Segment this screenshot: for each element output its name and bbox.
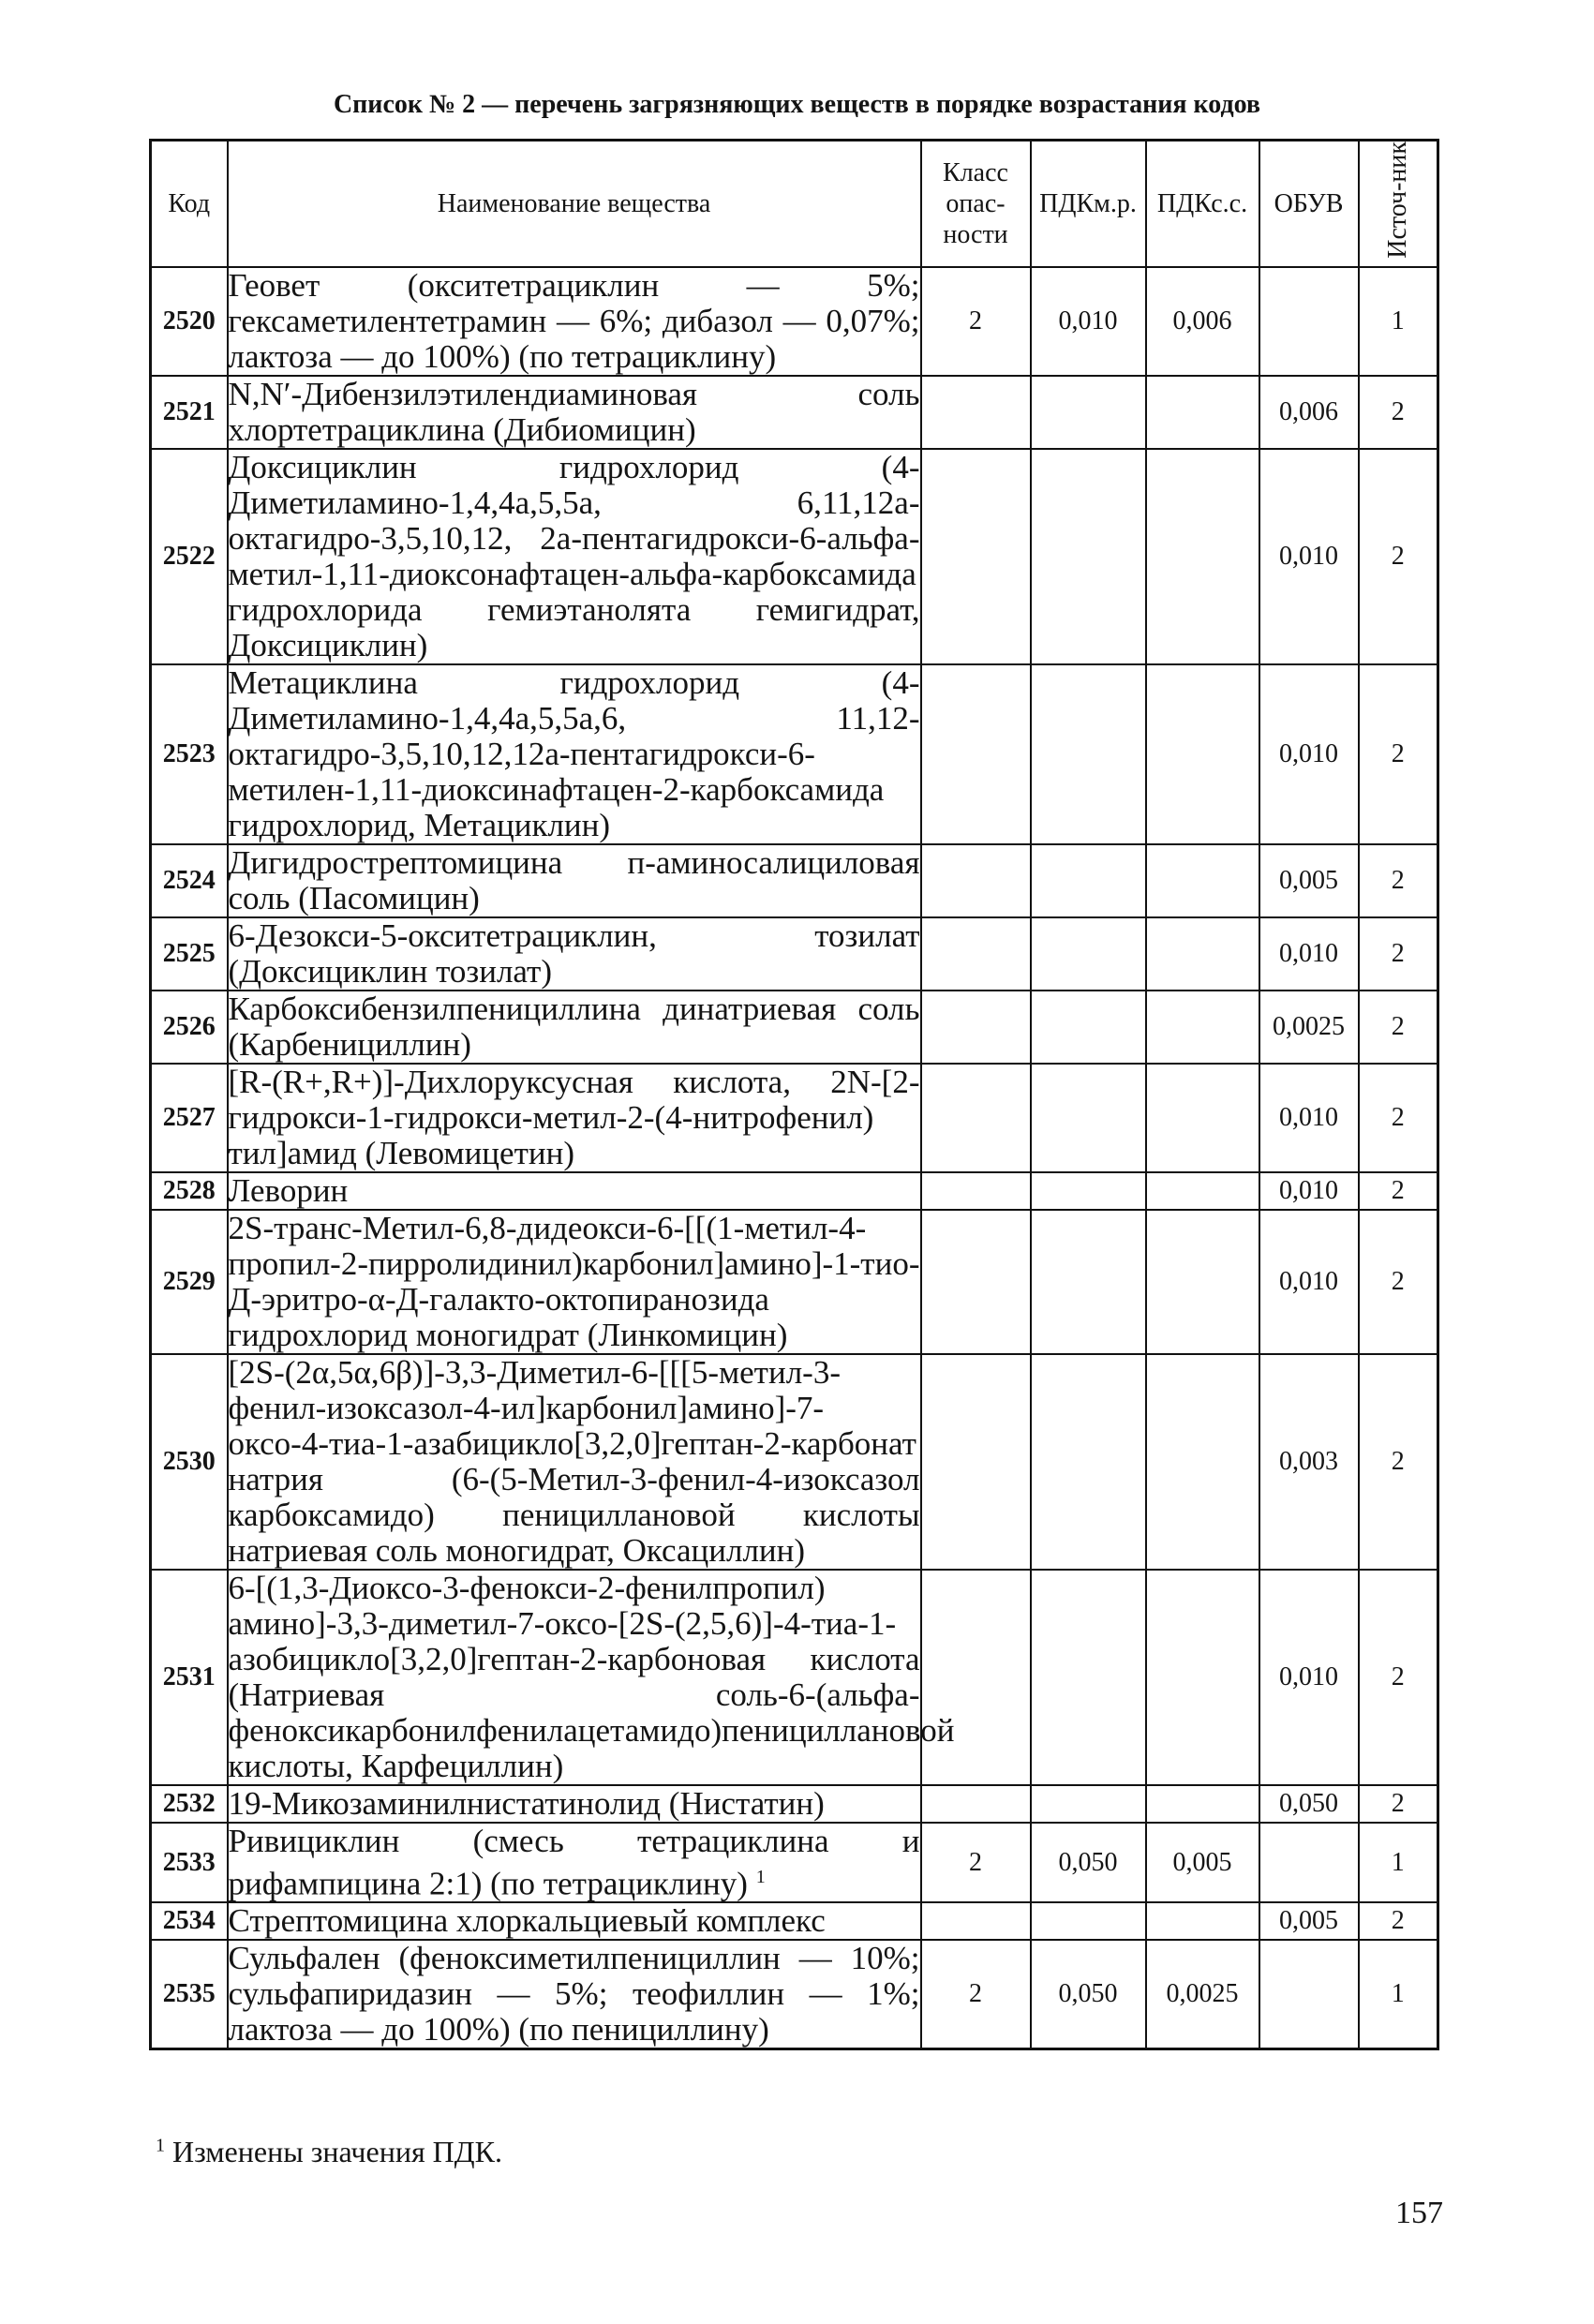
obuv-cell	[1259, 1823, 1359, 1903]
pdk-ss-cell-text: 0,005	[1172, 1847, 1232, 1877]
class-cell	[921, 1354, 1031, 1570]
obuv-cell	[1259, 1570, 1359, 1785]
pdk-ss-cell	[1146, 844, 1259, 917]
code-cell-text: 2531	[162, 1661, 216, 1691]
table-row	[151, 991, 1438, 1064]
pdk-mr-cell	[1031, 1210, 1146, 1354]
obuv-cell-text: 0,010	[1279, 1175, 1338, 1205]
name-cell-text: Сульфален (феноксиметилпенициллин — 10%; сульфапиридазин — 5%; теофиллин — 1%; лактоза — до 100%) (по пенициллину)	[228, 1940, 920, 2048]
code-cell	[151, 1064, 228, 1172]
class-cell	[921, 1823, 1031, 1903]
obuv-cell	[1259, 1354, 1359, 1570]
pdk-ss-cell	[1146, 449, 1259, 664]
class-cell-text: 2	[969, 1847, 982, 1877]
obuv-cell-text: 0,005	[1279, 865, 1338, 895]
obuv-cell-text: 0,010	[1279, 738, 1338, 768]
source-cell-text: 2	[1391, 1906, 1405, 1936]
table-row	[151, 1354, 1438, 1570]
pdk-mr-cell	[1031, 1172, 1146, 1210]
name-cell	[228, 917, 921, 991]
footnote-reference: 1	[755, 1866, 766, 1887]
name-cell-text: 2S-транс-Метил-6,8-дидеокси-6-[[(1-метил-4-пропил-2-пирролидинил)карбонил]амино]-1-тио-Д-эритро-α-Д-галакто-октопиранозида гидрохлорид моногидрат (Линкомицин)	[228, 1209, 920, 1353]
class-cell-text: 2	[969, 1979, 982, 2009]
obuv-cell	[1259, 991, 1359, 1064]
table-row	[151, 1902, 1438, 1940]
code-cell-text: 2520	[162, 305, 216, 335]
class-cell	[921, 449, 1031, 664]
table-row	[151, 1210, 1438, 1354]
source-cell-text: 2	[1391, 396, 1405, 426]
pdk-mr-cell	[1031, 1902, 1146, 1940]
table-row	[151, 449, 1438, 664]
source-cell-text: 2	[1391, 1446, 1405, 1476]
source-cell	[1359, 1064, 1438, 1172]
header-source-text: Источ-ник	[1383, 142, 1413, 259]
pdk-mr-cell	[1031, 1940, 1146, 2049]
obuv-cell	[1259, 1940, 1359, 2049]
source-cell	[1359, 1902, 1438, 1940]
pdk-mr-cell	[1031, 1785, 1146, 1823]
code-cell-text: 2523	[162, 738, 216, 768]
source-cell	[1359, 991, 1438, 1064]
obuv-cell	[1259, 844, 1359, 917]
source-cell	[1359, 1940, 1438, 2049]
name-cell	[228, 1210, 921, 1354]
pdk-mr-cell	[1031, 376, 1146, 449]
class-cell	[921, 376, 1031, 449]
pdk-mr-cell-text: 0,050	[1058, 1979, 1118, 2009]
class-cell	[921, 1172, 1031, 1210]
name-cell-text: 6-Дезокси-5-окситетрациклин, тозилат (Доксициклин тозилат)	[228, 916, 920, 990]
code-cell	[151, 1210, 228, 1354]
pdk-ss-cell	[1146, 1902, 1259, 1940]
obuv-cell-text: 0,006	[1279, 396, 1338, 426]
pdk-ss-cell	[1146, 664, 1259, 844]
source-cell	[1359, 844, 1438, 917]
pdk-ss-cell	[1146, 1940, 1259, 2049]
obuv-cell	[1259, 1064, 1359, 1172]
pdk-mr-cell	[1031, 844, 1146, 917]
code-cell	[151, 1354, 228, 1570]
name-cell-text: Метациклина гидрохлорид (4-Диметиламино-1,4,4а,5,5а,6, 11,12-октагидро-3,5,10,12,12а-пентагидрокси-6-метилен-1,11-диоксинафтацен-2-карбоксамида гидрохлорид, Метациклин)	[228, 663, 920, 843]
source-cell-text: 2	[1391, 1266, 1405, 1296]
source-cell	[1359, 376, 1438, 449]
obuv-cell	[1259, 917, 1359, 991]
class-cell	[921, 664, 1031, 844]
name-cell-text: 6-[(1,3-Диоксо-3-фенокси-2-фенилпропил) амино]-3,3-диметил-7-оксо-[2S-(2,5,6)]-4-тиа-1-азобицикло[3,2,0]гептан-2-карбоновая кислота (Натриевая соль-6-(альфа-феноксикарбонилфенилацетамидо)пенициллановой кислоты, Карфециллин)	[228, 1569, 955, 1784]
source-cell-text: 2	[1391, 938, 1405, 968]
code-cell-text: 2525	[162, 938, 216, 968]
table-row	[151, 1172, 1438, 1210]
header-code: Код	[151, 141, 228, 267]
code-cell	[151, 1940, 228, 2049]
source-cell-text: 2	[1391, 541, 1405, 571]
code-cell	[151, 449, 228, 664]
obuv-cell-text: 0,0025	[1273, 1011, 1345, 1041]
obuv-cell-text: 0,010	[1279, 1661, 1338, 1691]
name-cell	[228, 1354, 921, 1570]
footnote-mark: 1	[156, 2135, 165, 2156]
source-cell-text: 2	[1391, 1102, 1405, 1132]
name-cell	[228, 844, 921, 917]
pdk-mr-cell	[1031, 664, 1146, 844]
footnote	[156, 2135, 502, 2169]
pdk-mr-cell-text: 0,010	[1058, 305, 1118, 335]
pdk-ss-cell	[1146, 1570, 1259, 1785]
code-cell	[151, 1570, 228, 1785]
source-cell-text: 2	[1391, 1661, 1405, 1691]
code-cell	[151, 1172, 228, 1210]
class-cell	[921, 1064, 1031, 1172]
pdk-ss-cell-text: 0,006	[1172, 305, 1232, 335]
name-cell-text: Дигидрострептомицина п-аминосалициловая соль (Пасомицин)	[228, 843, 920, 916]
name-cell-text: Геовет (окситетрациклин — 5%; гексаметилентетрамин — 6%; дибазол — 0,07%; лактоза — до 100%) (по тетрациклину)	[228, 266, 920, 375]
code-cell-text: 2526	[162, 1011, 216, 1041]
code-cell-text: 2521	[162, 396, 216, 426]
source-cell	[1359, 267, 1438, 376]
obuv-cell	[1259, 664, 1359, 844]
name-cell	[228, 1064, 921, 1172]
code-cell	[151, 376, 228, 449]
source-cell	[1359, 1785, 1438, 1823]
name-cell-text: [2S-(2α,5α,6β)]-3,3-Диметил-6-[[[5-метил-3-фенил-изоксазол-4-ил]карбонил]амино]-7-оксо-4-тиа-1-азабицикло[3,2,0]гептан-2-карбонат натрия (6-(5-Метил-3-фенил-4-изоксазол карбоксамидо) пенициллановой кислоты натриевая соль моногидрат, Оксациллин)	[228, 1353, 920, 1569]
pdk-ss-cell-text: 0,0025	[1166, 1979, 1239, 2009]
pdk-ss-cell	[1146, 1172, 1259, 1210]
source-cell-text: 2	[1391, 1788, 1405, 1818]
code-cell-text: 2529	[162, 1266, 216, 1296]
class-cell	[921, 1940, 1031, 2049]
pdk-ss-cell	[1146, 1354, 1259, 1570]
source-cell	[1359, 1210, 1438, 1354]
source-cell-text: 2	[1391, 865, 1405, 895]
source-cell	[1359, 917, 1438, 991]
header-source	[1359, 141, 1438, 267]
name-cell	[228, 1823, 921, 1903]
name-cell-text: Ривициклин (смесь тетрациклина и рифампицина 2:1) (по тетрациклину)	[228, 1822, 920, 1902]
code-cell	[151, 991, 228, 1064]
obuv-cell-text: 0,010	[1279, 938, 1338, 968]
code-cell	[151, 1823, 228, 1903]
code-cell	[151, 1902, 228, 1940]
name-cell-text: [R-(R+,R+)]-Дихлоруксусная кислота, 2N-[2-гидрокси-1-гидрокси-метил-2-(4-нитрофенил) тил]амид (Левомицетин)	[228, 1063, 920, 1171]
name-cell	[228, 376, 921, 449]
name-cell	[228, 1940, 921, 2049]
source-cell-text: 2	[1391, 1175, 1405, 1205]
pdk-ss-cell	[1146, 1823, 1259, 1903]
obuv-cell-text: 0,050	[1279, 1788, 1338, 1818]
pdk-ss-cell	[1146, 1210, 1259, 1354]
code-cell	[151, 917, 228, 991]
code-cell-text: 2534	[162, 1906, 216, 1936]
name-cell	[228, 449, 921, 664]
name-cell-text: 19-Микозаминилнистатинолид (Нистатин)	[228, 1784, 825, 1822]
source-cell-text: 1	[1391, 305, 1405, 335]
source-cell	[1359, 1354, 1438, 1570]
table-row	[151, 1823, 1438, 1903]
header-obuv: ОБУВ	[1259, 141, 1359, 267]
class-cell-text: 2	[969, 305, 982, 335]
pdk-ss-cell	[1146, 1785, 1259, 1823]
code-cell-text: 2527	[162, 1102, 216, 1132]
pdk-mr-cell	[1031, 1570, 1146, 1785]
pdk-ss-cell	[1146, 376, 1259, 449]
table-row	[151, 1940, 1438, 2049]
code-cell	[151, 1785, 228, 1823]
header-pdk-ss: ПДКс.с.	[1146, 141, 1259, 267]
name-cell	[228, 1569, 955, 1785]
footnote-text: Изменены значения ПДК.	[172, 2135, 502, 2168]
table-body	[151, 267, 1438, 2049]
name-cell-text: Карбоксибензилпенициллина динатриевая соль (Карбенициллин)	[228, 990, 920, 1063]
name-cell-text: Доксициклин гидрохлорид (4-Диметиламино-1,4,4а,5,5а, 6,11,12а-октагидро-3,5,10,12, 2а-пентагидрокси-6-альфа-метил-1,11-диоксонафтацен-альфа-карбоксамида гидрохлорида гемиэтанолята гемигидрат, Доксициклин)	[228, 448, 920, 663]
obuv-cell-text: 0,010	[1279, 1102, 1338, 1132]
pdk-mr-cell	[1031, 1064, 1146, 1172]
source-cell-text: 1	[1391, 1847, 1405, 1877]
class-cell	[921, 917, 1031, 991]
obuv-cell	[1259, 1785, 1359, 1823]
table-row	[151, 1570, 1438, 1785]
class-cell	[921, 1570, 1031, 1785]
source-cell	[1359, 449, 1438, 664]
source-cell	[1359, 664, 1438, 844]
table-row	[151, 1785, 1438, 1823]
pdk-mr-cell	[1031, 1823, 1146, 1903]
pdk-mr-cell-text: 0,050	[1058, 1847, 1118, 1877]
source-cell	[1359, 1172, 1438, 1210]
source-cell-text: 2	[1391, 738, 1405, 768]
name-cell	[228, 664, 921, 844]
pdk-ss-cell	[1146, 267, 1259, 376]
code-cell-text: 2533	[162, 1847, 216, 1877]
class-cell	[921, 991, 1031, 1064]
obuv-cell	[1259, 1902, 1359, 1940]
source-cell-text: 1	[1391, 1979, 1405, 2009]
pdk-mr-cell	[1031, 449, 1146, 664]
class-cell	[921, 1210, 1031, 1354]
name-cell	[228, 267, 921, 376]
pdk-mr-cell	[1031, 267, 1146, 376]
code-cell-text: 2535	[162, 1979, 216, 2009]
class-cell	[921, 267, 1031, 376]
code-cell	[151, 844, 228, 917]
table-row	[151, 664, 1438, 844]
obuv-cell-text: 0,010	[1279, 1266, 1338, 1296]
pdk-mr-cell	[1031, 1354, 1146, 1570]
pdk-ss-cell	[1146, 917, 1259, 991]
code-cell	[151, 664, 228, 844]
name-cell	[228, 991, 921, 1064]
obuv-cell-text: 0,003	[1279, 1446, 1338, 1476]
source-cell	[1359, 1570, 1438, 1785]
obuv-cell	[1259, 1172, 1359, 1210]
name-cell	[228, 1172, 921, 1210]
table-row	[151, 917, 1438, 991]
code-cell-text: 2522	[162, 541, 216, 571]
obuv-cell	[1259, 376, 1359, 449]
pdk-ss-cell	[1146, 1064, 1259, 1172]
table-row	[151, 844, 1438, 917]
pdk-ss-cell	[1146, 991, 1259, 1064]
code-cell-text: 2528	[162, 1175, 216, 1205]
table-row	[151, 376, 1438, 449]
page-number: 157	[1395, 2196, 1443, 2230]
obuv-cell-text: 0,005	[1279, 1906, 1338, 1936]
pdk-mr-cell	[1031, 991, 1146, 1064]
code-cell-text: 2524	[162, 865, 216, 895]
obuv-cell	[1259, 267, 1359, 376]
name-cell-text: Леворин	[228, 1171, 349, 1209]
class-cell	[921, 844, 1031, 917]
table-row	[151, 267, 1438, 376]
pdk-mr-cell	[1031, 917, 1146, 991]
name-cell	[228, 1785, 921, 1823]
class-cell	[921, 1785, 1031, 1823]
page-title: Список № 2 — перечень загрязняющих веществ в порядке возрастания кодов	[333, 90, 1261, 119]
name-cell-text: Стрептомицина хлоркальциевый комплекс	[228, 1902, 826, 1940]
name-cell	[228, 1902, 921, 1940]
obuv-cell	[1259, 1210, 1359, 1354]
header-class-text: Класс опас-ности	[943, 157, 1008, 249]
code-cell	[151, 267, 228, 376]
obuv-cell	[1259, 449, 1359, 664]
table-row	[151, 1064, 1438, 1172]
code-cell-text: 2532	[162, 1788, 216, 1818]
substances-table	[149, 139, 1439, 2050]
obuv-cell-text: 0,010	[1279, 541, 1338, 571]
code-cell-text: 2530	[162, 1446, 216, 1476]
source-cell	[1359, 1823, 1438, 1903]
header-pdk-mr: ПДКм.р.	[1031, 141, 1146, 267]
name-cell-text: N,N′-Дибензилэтилендиаминовая соль хлортетрациклина (Дибиомицин)	[228, 375, 920, 448]
source-cell-text: 2	[1391, 1011, 1405, 1041]
class-cell	[921, 1902, 1031, 1940]
header-class	[921, 141, 1031, 267]
header-name: Наименование вещества	[228, 141, 921, 267]
